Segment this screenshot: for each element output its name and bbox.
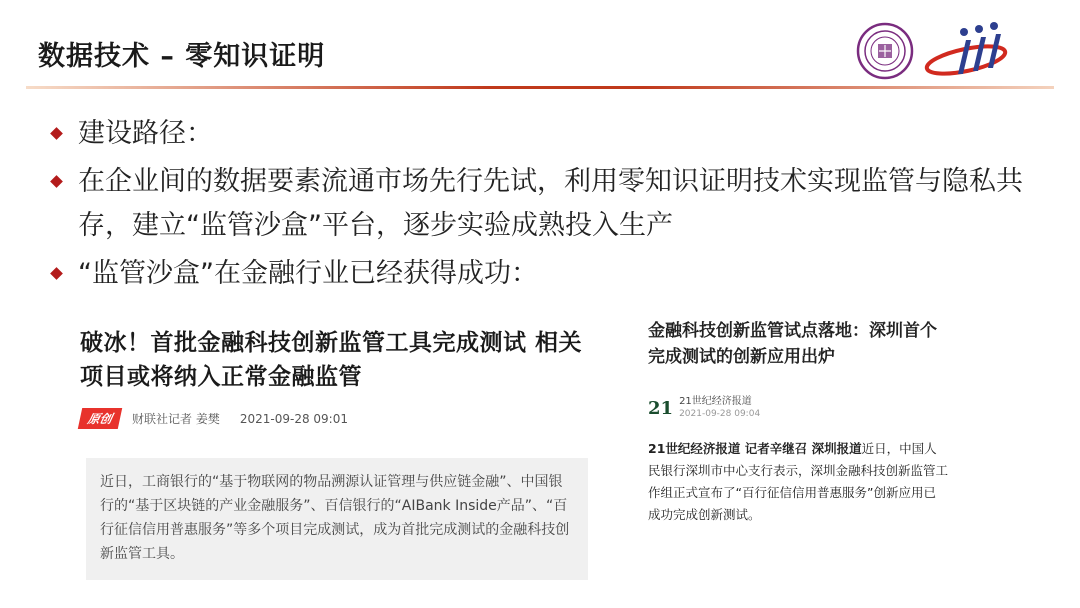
article-left-meta [80,408,600,429]
bullet-item [48,160,1038,248]
bullet-item [48,252,1038,296]
source-date: 2021-09-28 09:04 [679,409,761,419]
source-name: 21世纪经济报道 [679,396,752,407]
university-seal-icon [856,22,914,80]
bullet-text: “监管沙盒”在金融行业已经获得成功： [78,258,538,289]
bullet-diamond-icon [50,267,63,280]
article-right [648,318,948,526]
bullet-text: 在企业间的数据要素流通市场先行先试，利用零知识证明技术实现监管与隐私共存，建立“监管沙盒”平台，逐步实验成熟投入生产 [78,166,1023,241]
article-right-body-text: 近日，中国人民银行深圳市中心支行表示，深圳金融科技创新监管工作组正式宣布了“百行征信信用普惠服务”创新应用已成功完成创新测试。 [648,441,949,522]
bullet-item [48,112,1038,156]
article-right-source [648,396,948,420]
article-left-excerpt: 近日，工商银行的“基于物联网的物品溯源认证管理与供应链金融”、中国银行的“基于区块链的产业金融服务”、百信银行的“AIBank Inside产品”、“百行征信信用普惠服务”等多个项目完成测试，成为首批完成测试的金融科技创新监管工具。 [86,458,588,580]
article-right-body-lead: 21世纪经济报道 记者辛继召 深圳报道 [648,441,862,456]
article-left [80,326,600,429]
21-logo-icon: 21 [648,397,674,419]
iii-logo-icon [924,22,1010,82]
title-divider [26,86,1054,89]
bullet-diamond-icon [50,127,63,140]
article-left-author: 财联社记者 姜樊 [132,412,220,426]
article-right-body [648,438,948,526]
slide-title: 数据技术 – 零知识证明 [38,41,326,72]
bullet-text: 建设路径： [78,118,213,149]
article-right-headline: 金融科技创新监管试点落地：深圳首个完成测试的创新应用出炉 [648,321,937,367]
bullet-list [48,112,1038,296]
bullet-diamond-icon [50,175,63,188]
article-left-headline: 破冰！首批金融科技创新监管工具完成测试 相关项目或将纳入正常金融监管 [80,330,583,390]
original-badge: 原创 [78,408,122,429]
article-left-date: 2021-09-28 09:01 [239,411,348,426]
